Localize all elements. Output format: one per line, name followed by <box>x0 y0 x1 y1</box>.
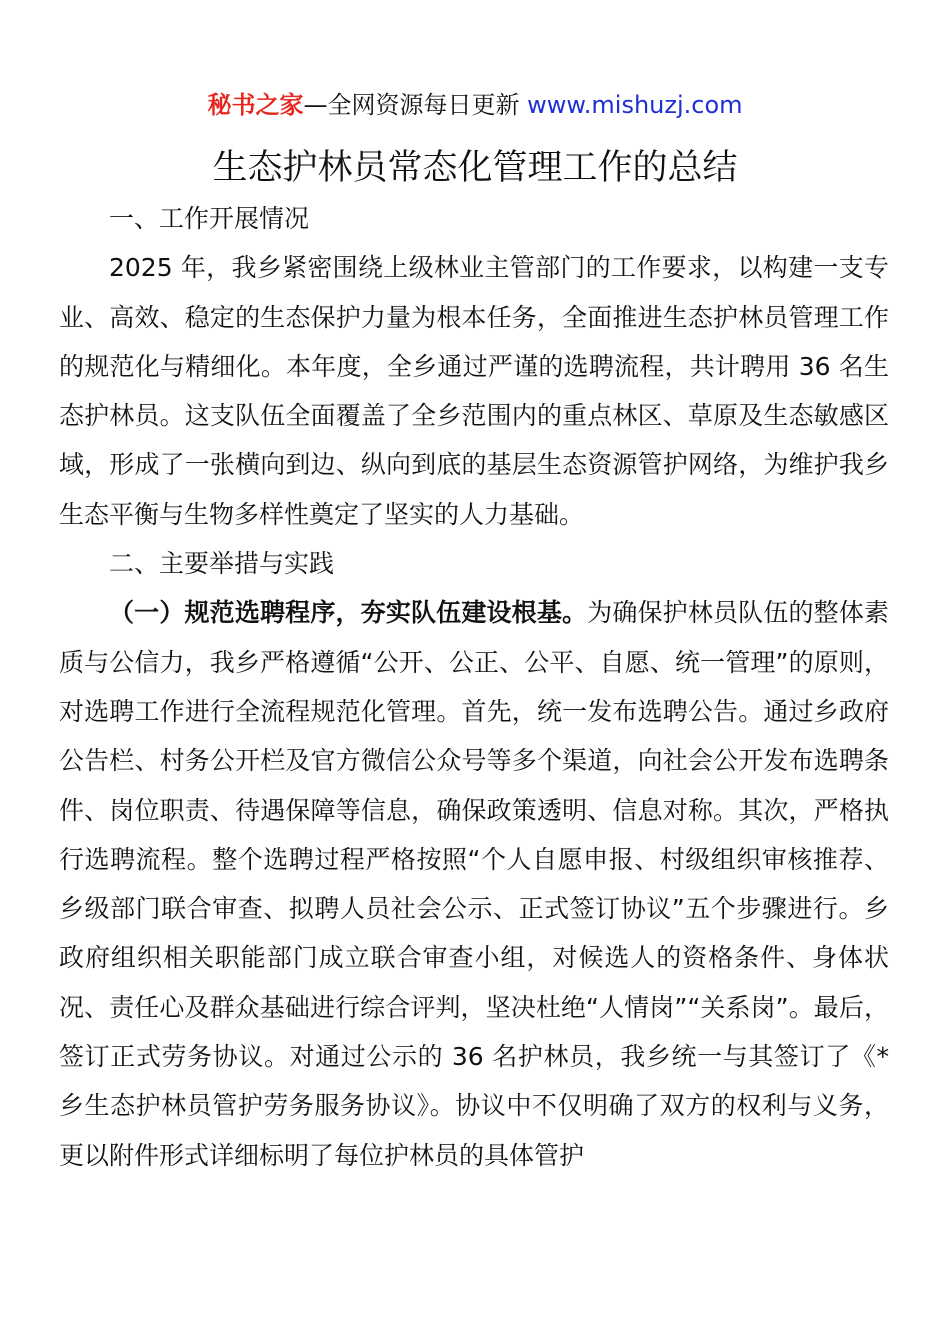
subsection-1-text: 为确保护林员队伍的整体素质与公信力，我乡严格遵循“公开、公正、公平、自愿、统一管理”的原则，对选聘工作进行全流程规范化管理。首先，统一发布选聘公告。通过乡政府公告栏、村务公开栏及官方微信公众号等多个渠道，向社会公开发布选聘条件、岗位职责、待遇保障等信息，确保政策透明、信息对称。其次，严格执行选聘流程。整个选聘过程严格按照“个人自愿申报、村级组织审核推荐、乡级部门联合审查、拟聘人员社会公示、正式签订协议”五个步骤进行。乡政府组织相关职能部门成立联合审查小组，对候选人的资格条件、身体状况、责任心及群众基础进行综合评判，坚决杜绝“人情岗”“关系岗”。最后，签订正式劳务协议。对通过公示的 36 名护林员，我乡统一与其签订了《*乡生态护林员管护劳务服务协议》。协议中不仅明确了双方的权利与义务，更以附件形式详细标明了每位护林员的具体管护 <box>59 598 889 1170</box>
site-header <box>0 88 950 122</box>
subsection-1-paragraph <box>59 588 889 1180</box>
section-1-paragraph: 2025 年，我乡紧密围绕上级林业主管部门的工作要求，以构建一支专业、高效、稳定的生态保护力量为根本任务，全面推进生态护林员管理工作的规范化与精细化。本年度，全乡通过严谨的选聘流程，共计聘用 36 名生态护林员。这支队伍全面覆盖了全乡范围内的重点林区、草原及生态敏感区域，形成了一张横向到边、纵向到底的基层生态资源管护网络，为维护我乡生态平衡与生物多样性奠定了坚实的人力基础。 <box>59 253 889 529</box>
header-slogan: —全网资源每日更新 <box>303 91 520 119</box>
subsection-1-heading: （一）规范选聘程序，夯实队伍建设根基。 <box>109 598 588 628</box>
document-title: 生态护林员常态化管理工作的总结 <box>212 148 738 188</box>
section-2-heading: 二、主要举措与实践 <box>109 549 335 579</box>
site-url-link[interactable]: www.mishuzj.com <box>527 91 743 119</box>
document-body <box>59 194 889 1180</box>
brand-name: 秘书之家 <box>207 91 304 119</box>
section-1-heading: 一、工作开展情况 <box>109 204 310 233</box>
